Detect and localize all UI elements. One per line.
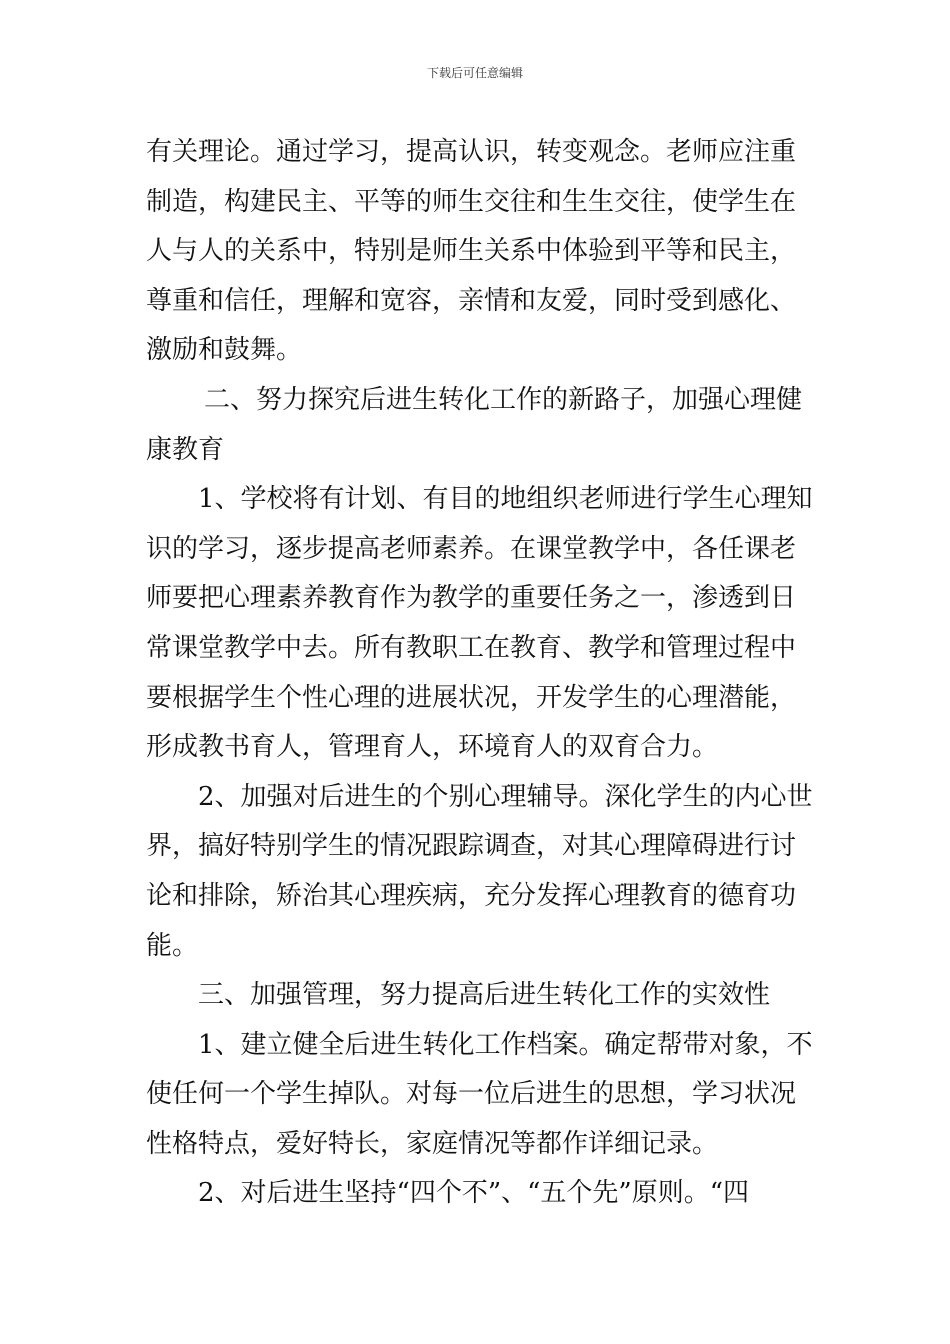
text-line: 有关理论。通过学习，提高认识，转变观念。老师应注重 xyxy=(146,137,797,167)
text-line: 论和排除，矫治其心理疾病，充分发挥心理教育的德育功 xyxy=(146,880,797,911)
page-header-note: 下载后可任意编辑 xyxy=(426,66,523,80)
text-line: 能。 xyxy=(146,930,199,961)
text-line: 人与人的关系中，特别是师生关系中体验到平等和民主， xyxy=(146,236,797,267)
text-line: 师要把心理素养教育作为教学的重要任务之一，渗透到日 xyxy=(146,583,797,614)
text-line: 性格特点，爱好特长，家庭情况等都作详细记录。 xyxy=(146,1128,719,1159)
section-heading: 二、努力探究后进生转化工作的新路子，加强心理健 xyxy=(204,384,803,415)
text-line: 要根据学生个性心理的进展状况，开发学生的心理潜能， xyxy=(146,682,797,713)
paragraph-start: 1、学校将有计划、有目的地组织老师进行学生心理知 xyxy=(198,484,813,515)
text-line: 形成教书育人，管理育人，环境育人的双育合力。 xyxy=(146,732,719,763)
paragraph-start: 2、加强对后进生的个别心理辅导。深化学生的内心世 xyxy=(198,781,813,812)
text-line: 使任何一个学生掉队。对每一位后进生的思想，学习状况 xyxy=(146,1079,797,1110)
text-line: 激励和鼓舞。 xyxy=(146,335,303,366)
section-heading-continued: 康教育 xyxy=(146,434,225,465)
text-line: 制造，构建民主、平等的师生交往和生生交往，使学生在 xyxy=(146,186,797,217)
text-line: 界，搞好特别学生的情况跟踪调查，对其心理障碍进行讨 xyxy=(146,831,797,862)
document-body xyxy=(146,128,814,1219)
paragraph-start: 2、对后进生坚持“四个不”、“五个先”原则。“四 xyxy=(198,1178,750,1209)
text-line: 尊重和信任，理解和宽容，亲情和友爱，同时受到感化、 xyxy=(146,285,797,316)
text-line: 常课堂教学中去。所有教职工在教育、教学和管理过程中 xyxy=(146,632,797,663)
paragraph-start: 1、建立健全后进生转化工作档案。确定帮带对象，不 xyxy=(198,1029,813,1060)
section-heading: 三、加强管理，努力提高后进生转化工作的实效性 xyxy=(198,980,771,1011)
text-line: 识的学习，逐步提高老师素养。在课堂教学中，各任课老 xyxy=(146,533,797,564)
